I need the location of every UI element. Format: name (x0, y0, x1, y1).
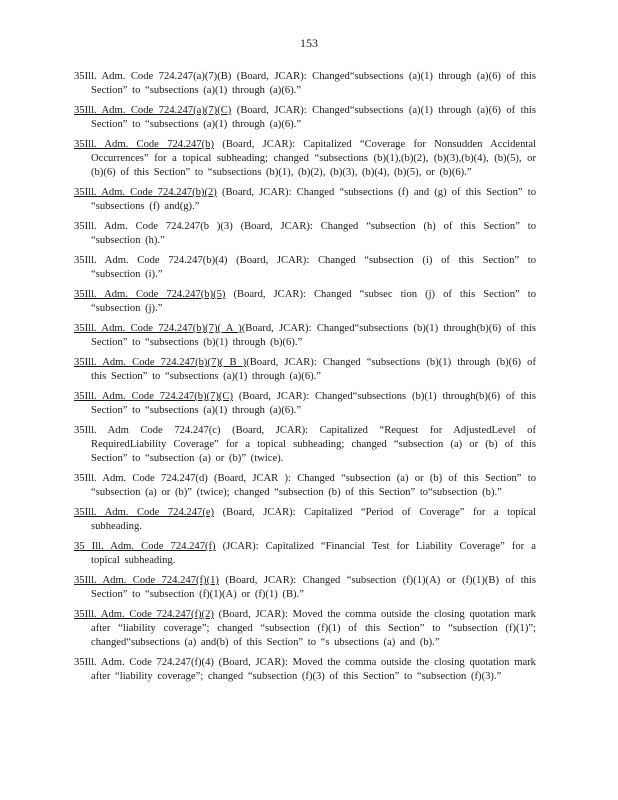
entry-citation: 35Ill. Adm. Code 724.247(b) (74, 139, 214, 150)
entry-text: (Board, JCAR): Capitalized “Period of Coverage” for a topical subheading. (91, 507, 536, 532)
entry-citation: 35Ill. Adm. Code 724.247(b)(2) (74, 187, 217, 198)
amendment-entry (74, 506, 536, 534)
entry-text: (Board, JCAR): Moved the comma outside the closing quotation mark after “liability coverage”; changed “subsection (f)(3) of this Section” to “subsection (f)(3).” (91, 657, 536, 682)
entry-text: (Board, JCAR): Changed “subsection (i) of this Section” to “subsection (i).” (91, 255, 536, 280)
amendment-entry (74, 424, 536, 466)
amendment-entry (74, 104, 536, 132)
amendment-entry (74, 356, 536, 384)
entry-citation: 35Ill. Adm. Code 724.247(f)(2) (74, 609, 214, 620)
entry-citation: 35Ill. Adm. Code 724.247(b )(3) (74, 221, 233, 232)
entry-citation: 35Ill. Adm Code 724.247(c) (74, 425, 221, 436)
amendment-entry (74, 574, 536, 602)
amendment-entry (74, 138, 536, 180)
entry-text: (Board, JCAR): Changed “subsection (h) of this Section” to “subsection (h).” (91, 221, 536, 246)
entry-citation: 35 Ill. Adm. Code 724.247(f) (74, 541, 216, 552)
entry-text: (Board, JCAR): Changed“subsections (b)(1) through(b)(6) of this Section” to “subsections (b)(1) through (b)(6).” (91, 323, 536, 348)
entry-text: (Board, JCAR): Changed“subsections (b)(1) through(b)(6) of this Section” to “subsections (a)(1) through (a)(6).” (91, 391, 536, 416)
entry-citation: 35Ill. Adm. Code 724.247(f)(4) (74, 657, 214, 668)
entry-text: (Board, JCAR): Capitalized “Coverage for Nonsudden Accidental Occurrences” for a topical subheading; changed “subsections (b)(1),(b)(2), (b)(3),(b)(4), (b)(5), or (b)(6) of this Section” to “subsections (b)(1), (b)(2), (b)(3), (b)(4), (b)(5), or (b)(6).” (91, 139, 537, 178)
amendment-entry (74, 254, 536, 282)
entry-text: (JCAR): Capitalized “Financial Test for Liability Coverage” for a topical subheading. (91, 541, 536, 566)
entry-text: (Board, JCAR): Changed“subsections (a)(1) through (a)(6) of this Section” to “subsections (a)(1) through (a)(6).” (91, 105, 536, 130)
entry-text: (Board, JCAR ): Changed “subsection (a) or (b) of this Section” to “subsection (a) or (b)” (twice); changed “subsection (b) of this Section” to“subsection (b).” (91, 473, 536, 498)
amendment-entry (74, 186, 536, 214)
entry-citation: 35Ill. Adm. Code 724.247(d) (74, 473, 208, 484)
entry-citation: 35Ill. Adm. Code 724.247(b)(7)(C) (74, 391, 234, 402)
entry-citation: 35Ill. Adm. Code 724.247(e) (74, 507, 215, 518)
amendment-entry (74, 220, 536, 248)
entry-text: (Board, JCAR): Moved the comma outside the closing quotation mark after “liability coverage”; changed “subsection (f)(1) of this Section” to “subsection (f)(1)”; changed“subsections (a) and(b) of this Section” to “s ubsections (a) and (b).” (91, 609, 536, 648)
entry-text: (Board, JCAR): Changed “subsections (b)(1) through (b)(6) of this Section” to “subsections (a)(1) through (a)(6).” (91, 357, 536, 382)
entry-citation: 35Ill. Adm. Code 724.247(f)(1) (74, 575, 219, 586)
amendment-entry (74, 70, 536, 98)
amendment-entry (74, 472, 536, 500)
entry-text: (Board, JCAR): Changed“subsections (a)(1) through (a)(6) of this Section” to “subsections (a)(1) through (a)(6).” (91, 71, 536, 96)
entry-citation: 35Ill. Adm. Code 724.247(b)(7)( A ) (74, 323, 242, 334)
amendment-entry (74, 322, 536, 350)
entry-text: (Board, JCAR): Capitalized “Request for AdjustedLevel of RequiredLiability Coverage” for a topical subheading; changed “subsection (a) or (b) of this Section” to “subsection (a) or (b)” (twice). (91, 425, 536, 464)
page-number: 153 (300, 36, 318, 50)
amendment-entry (74, 608, 536, 650)
amendment-entry (74, 390, 536, 418)
entry-list (74, 70, 536, 690)
entry-text: (Board, JCAR): Changed “subsection (f)(1)(A) or (f)(1)(B) of this Section” to “subsection (f)(1)(A) or (f)(1) (B).” (91, 575, 536, 600)
amendment-entry (74, 540, 536, 568)
entry-citation: 35Ill. Adm. Code 724.247(b)(4) (74, 255, 228, 266)
amendment-entry (74, 656, 536, 684)
entry-citation: 35Ill. Adm. Code 724.247(b)(5) (74, 289, 226, 300)
entry-text: (Board, JCAR): Changed “subsec tion (j) of this Section” to “subsection (j).” (91, 289, 536, 314)
entry-citation: 35Ill. Adm. Code 724.247(a)(7)(B) (74, 71, 232, 82)
amendment-entry (74, 288, 536, 316)
entry-text: (Board, JCAR): Changed “subsections (f) and (g) of this Section” to “subsections (f) and(g).” (91, 187, 536, 212)
entry-citation: 35Ill. Adm. Code 724.247(b)(7)( B ) (74, 357, 247, 368)
entry-citation: 35Ill. Adm. Code 724.247(a)(7)(C) (74, 105, 232, 116)
